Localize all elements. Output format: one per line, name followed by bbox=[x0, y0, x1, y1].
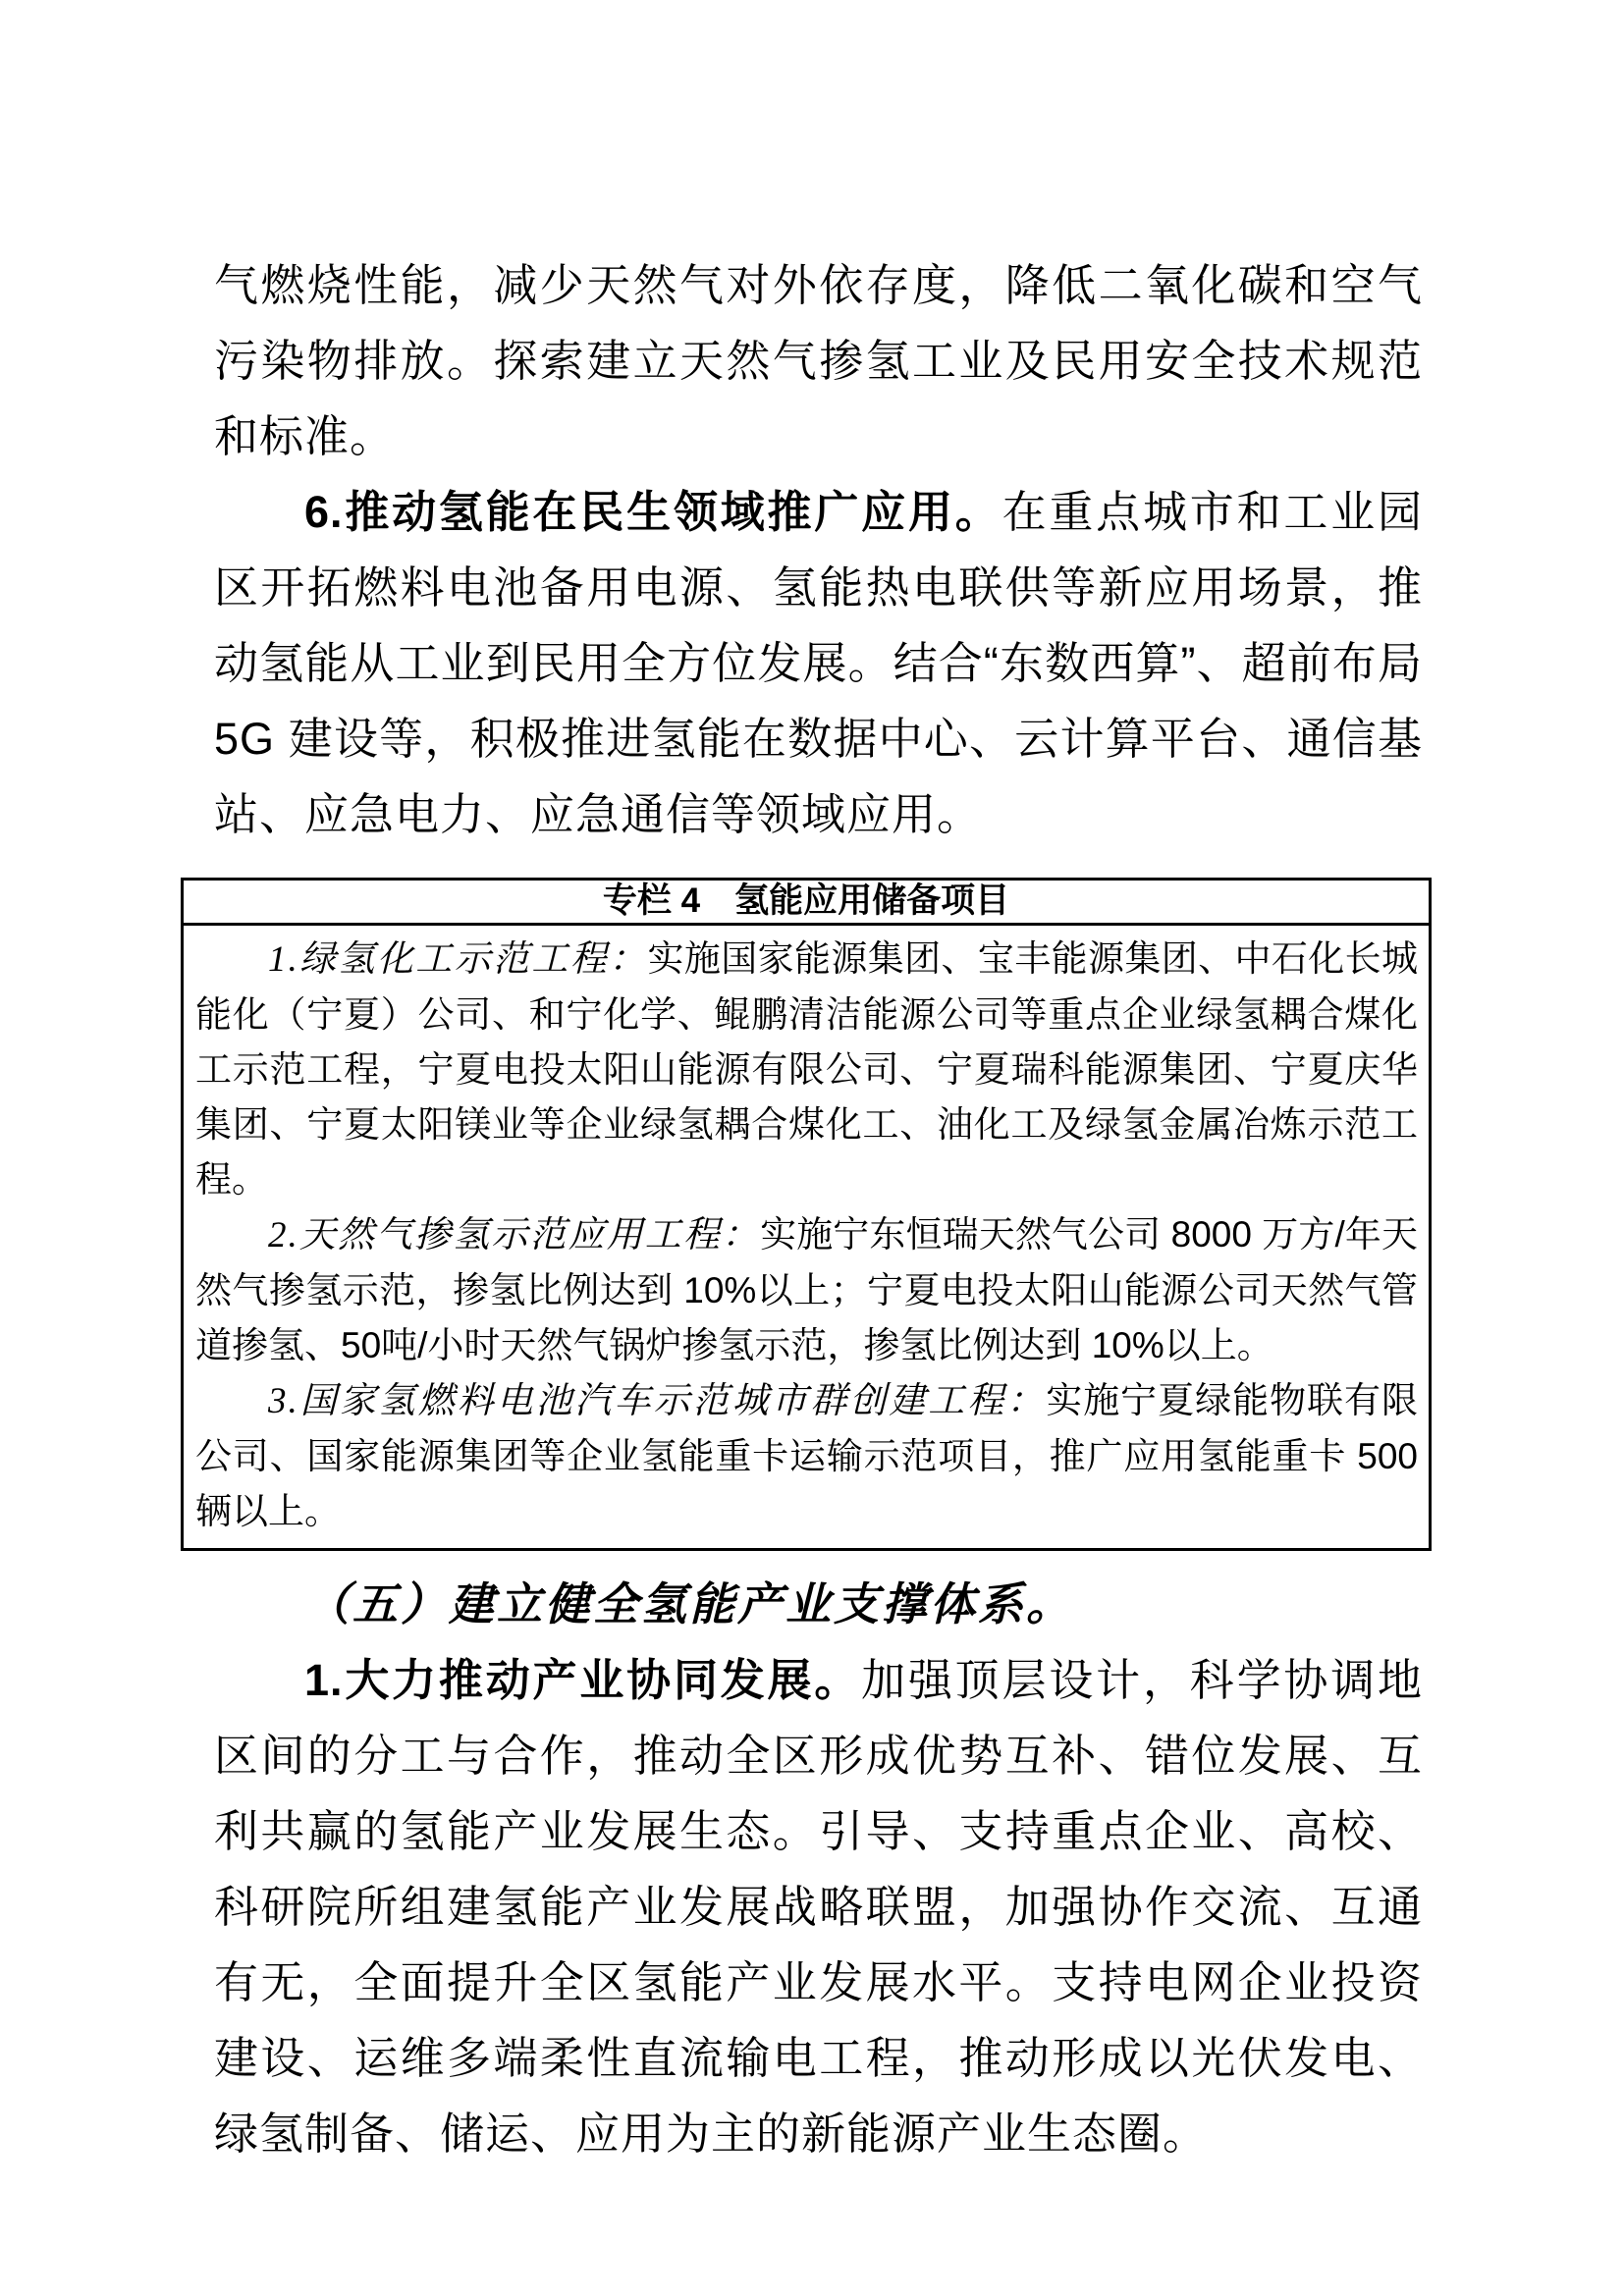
paragraph-item-1-coordination bbox=[214, 1642, 1423, 2171]
item-text: 实施国家能源集团、宝丰能源集团、中石化长城能化（宁夏）公司、和宁化学、鲲鹏清洁能源公司等重点企业绿氢耦合煤化工示范工程，宁夏电投太阳山能源有限公司、宁夏瑞科能源集团、宁夏庆华集团、宁夏太阳镁业等企业绿氢耦合煤化工、油化工及绿氢金属冶炼示范工程。 bbox=[195, 938, 1418, 1200]
feature-box-item-3 bbox=[195, 1373, 1418, 1539]
paragraph-text: 加强顶层设计，科学协调地区间的分工与合作，推动全区形成优势互补、错位发展、互利共赢的氢能产业发展生态。引导、支持重点企业、高校、科研院所组建氢能产业发展战略联盟，加强协作交流、互通有无，全面提升全区氢能产业发展水平。支持电网企业投资建设、运维多端柔性直流输电工程，推动形成以光伏发电、绿氢制备、储运、应用为主的新能源产业生态圈。 bbox=[214, 1655, 1423, 2159]
item-label: 1.绿氢化工示范工程： bbox=[268, 939, 648, 980]
feature-box-column-4 bbox=[181, 878, 1432, 1551]
feature-box-item-1 bbox=[195, 932, 1418, 1207]
paragraph-item-6-applications bbox=[214, 474, 1423, 852]
feature-box-title: 专栏 4 氢能应用储备项目 bbox=[184, 881, 1429, 926]
paragraph-lead-bold: 1.大力推动产业协同发展。 bbox=[304, 1655, 862, 1705]
paragraph-lead-bold: 6.推动氢能在民生领域推广应用。 bbox=[304, 487, 1002, 537]
item-text: 实施宁东恒瑞天然气公司 8000 万方/年天然气掺氢示范，掺氢比例达到 10%以上；宁夏电投太阳山能源公司天然气管道掺氢、50吨/小时天然气锅炉掺氢示范，掺氢比例达到 10%以上。 bbox=[195, 1214, 1418, 1365]
paragraph-text: 气燃烧性能，减少天然气对外依存度，降低二氧化碳和空气污染物排放。探索建立天然气掺氢工业及民用安全技术规范和标准。 bbox=[214, 260, 1423, 461]
section-heading-5: （五）建立健全氢能产业支撑体系。 bbox=[304, 1579, 1074, 1629]
item-label: 2.天然气掺氢示范应用工程： bbox=[268, 1215, 761, 1255]
feature-box-item-2 bbox=[195, 1207, 1418, 1373]
paragraph-text: 在重点城市和工业园区开拓燃料电池备用电源、氢能热电联供等新应用场景，推动氢能从工业到民用全方位发展。结合“东数西算”、超前布局 5G 建设等，积极推进氢能在数据中心、云计算平台、通信基站、应急电力、应急通信等领域应用。 bbox=[214, 487, 1423, 839]
item-label: 3.国家氢燃料电池汽车示范城市群创建工程： bbox=[268, 1381, 1047, 1421]
item-text: 实施宁夏绿能物联有限公司、国家能源集团等企业氢能重卡运输示范项目，推广应用氢能重卡 500 辆以上。 bbox=[195, 1380, 1419, 1531]
feature-box-body bbox=[184, 926, 1429, 1548]
paragraph-natural-gas-blending bbox=[214, 247, 1423, 474]
